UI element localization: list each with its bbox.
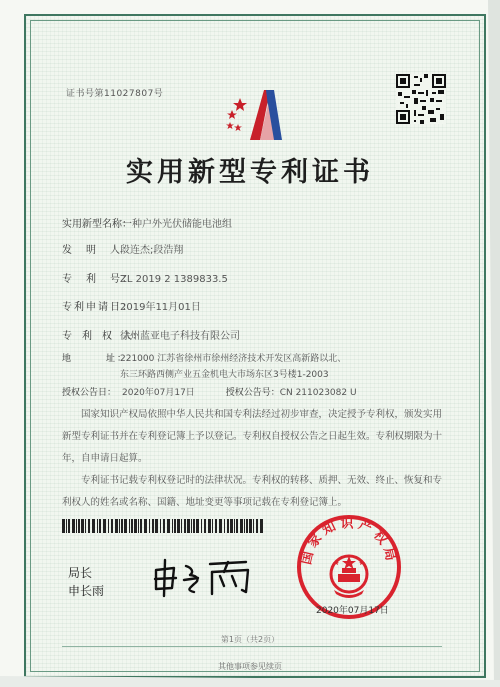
barcode-bar <box>204 519 206 533</box>
footer-note: 其他事项参见续页 <box>218 662 282 671</box>
barcode-bar <box>230 519 233 533</box>
barcode-bar <box>66 519 67 533</box>
field-utility-model-name: 实用新型名称：一种户外光伏储能电池组 <box>62 219 232 230</box>
barcode-bar <box>234 519 235 533</box>
barcode-bar <box>193 519 195 533</box>
barcode-bar <box>99 519 101 533</box>
barcode-bar <box>155 519 158 533</box>
seal-text: 国家知识产权局 <box>299 516 399 567</box>
barcode-bar <box>177 519 180 533</box>
barcode-bar <box>124 519 127 533</box>
barcode-bar <box>134 519 137 533</box>
barcode-bar <box>256 519 258 533</box>
barcode-bar <box>76 519 77 533</box>
barcode-bar <box>260 519 263 533</box>
barcode-bar <box>236 519 238 533</box>
barcode-bar <box>196 519 199 533</box>
national-emblem-icon <box>331 556 367 598</box>
barcode-bar <box>152 519 154 533</box>
barcode-bar <box>240 519 243 533</box>
barcode-bar <box>115 519 118 533</box>
barcode-bar <box>212 519 213 533</box>
director-title: 局长 <box>68 566 93 580</box>
page-number: 第1页（共2页） <box>220 635 280 644</box>
barcode-bar <box>244 519 245 533</box>
barcode-bar <box>224 519 225 533</box>
certificate-number: 证书号第11027807号 <box>66 89 164 99</box>
field-address: 地 址：221000 江苏省徐州市徐州经济技术开发区高新路以北、 <box>62 354 347 364</box>
barcode-bar <box>208 519 211 533</box>
barcode-bar <box>129 519 130 533</box>
field-application-date: 专利申请日：2019年11月01日 <box>62 302 201 313</box>
barcode-bar <box>140 519 142 533</box>
barcode-bar <box>174 519 176 533</box>
barcode-bar <box>144 519 147 533</box>
barcode-bar <box>85 519 86 533</box>
barcode-bar <box>97 519 98 533</box>
barcode-bar <box>249 519 252 533</box>
qr-code-icon <box>396 74 446 124</box>
field-address-line2: 东三环路西侧产业五金机电大市场东区3号楼1-2003 <box>120 370 329 380</box>
patent-office-emblem-icon <box>220 84 300 144</box>
body-paragraph-1: 国家知识产权局依照中华人民共和国专利法经过初步审查，决定授予专利权，颁发实用新型专利证书并在专利登记簿上予以登记。专利权自授权公告之日起生效。专利权期限为十年，自申请日起算。 <box>62 409 443 464</box>
barcode-bar <box>253 519 254 533</box>
footer-divider <box>62 646 442 647</box>
certificate-body <box>62 404 442 514</box>
barcode-bar <box>68 519 70 533</box>
barcode-bar <box>187 519 190 533</box>
barcode-bar <box>62 519 65 533</box>
handwritten-signature <box>150 558 260 598</box>
barcode-bar <box>108 519 109 533</box>
barcode-bar <box>172 519 173 533</box>
barcode-bar <box>121 519 123 533</box>
barcode-bar <box>138 519 139 533</box>
director-name: 申长雨 <box>68 584 105 598</box>
barcode-bar <box>191 519 192 533</box>
barcode-bar <box>167 519 170 533</box>
barcode-bar <box>131 519 133 533</box>
issue-date: 2020年07月17日 <box>316 606 389 616</box>
barcode-bar <box>88 519 90 533</box>
barcode-bar <box>119 519 120 533</box>
barcode <box>62 519 264 533</box>
barcode-bar <box>215 519 217 533</box>
barcode-bar <box>246 519 248 533</box>
barcode-bar <box>160 519 161 533</box>
barcode-bar <box>103 519 106 533</box>
barcode-bar <box>111 519 113 533</box>
barcode-bar <box>163 519 165 533</box>
barcode-bar <box>181 519 182 533</box>
barcode-bar <box>72 519 75 533</box>
barcode-bar <box>184 519 186 533</box>
barcode-bar <box>81 519 84 533</box>
field-patent-number: 专 利 号：ZL 2019 2 1389833.5 <box>62 274 228 285</box>
barcode-bar <box>78 519 80 533</box>
field-inventor: 发 明 人：段连杰;段浩翔 <box>62 245 184 256</box>
barcode-bar <box>201 519 202 533</box>
field-grant-announcement: 授权公告日： 2020年07月17日 授权公告号：CN 211023082 U <box>62 388 357 398</box>
barcode-bar <box>149 519 150 533</box>
barcode-bar <box>219 519 222 533</box>
field-patentee: 专 利 权 人：徐州蓝亚电子科技有限公司 <box>62 331 240 342</box>
certificate-title: 实用新型专利证书 <box>126 157 374 188</box>
body-paragraph-2: 专利证书记载专利权登记时的法律状况。专利权的转移、质押、无效、终止、恢复和专利权人的姓名或名称、国籍、地址变更等事项记载在专利登记簿上。 <box>62 475 443 508</box>
barcode-bar <box>227 519 229 533</box>
barcode-bar <box>92 519 95 533</box>
